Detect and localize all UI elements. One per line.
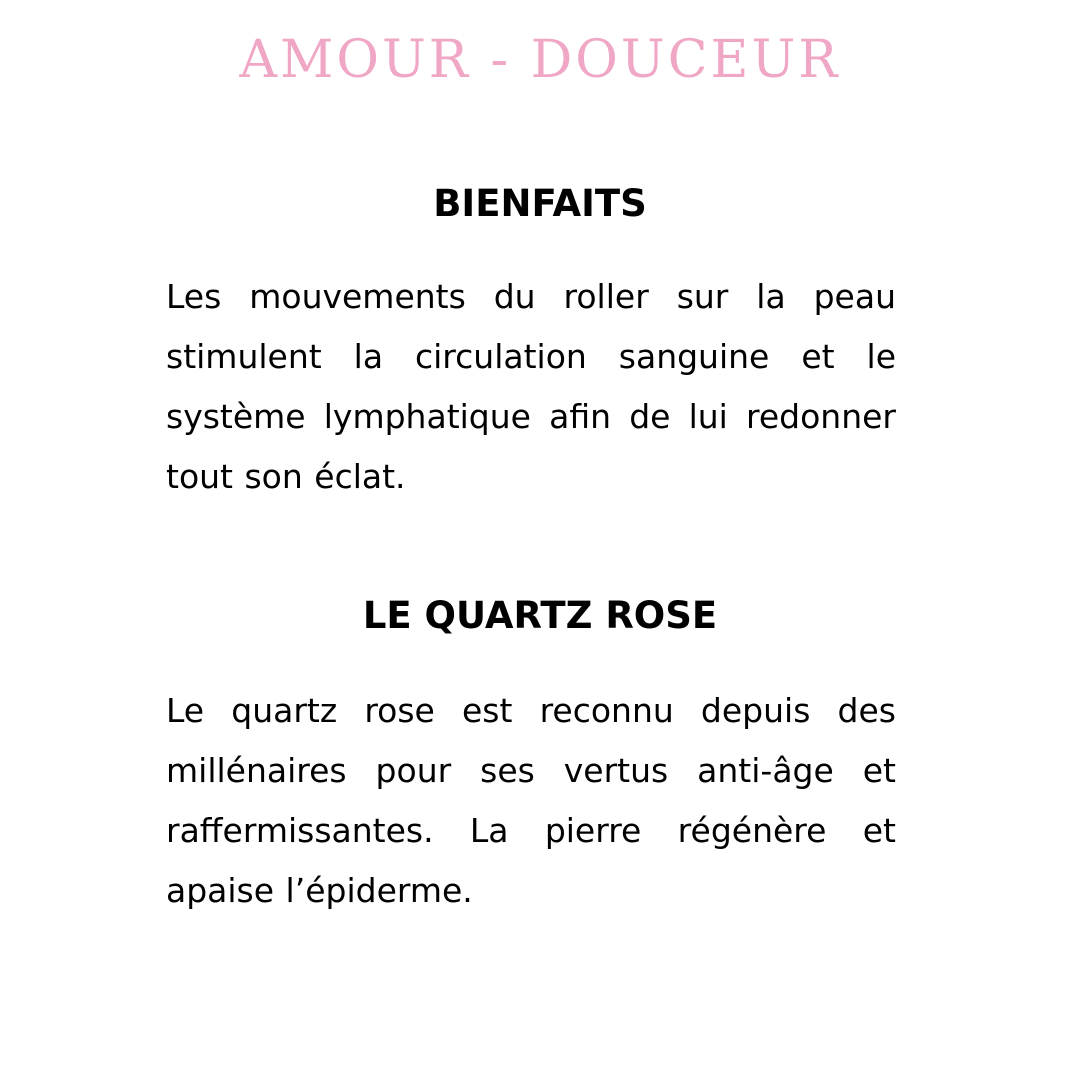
section-body-benefits: Les mouvements du roller sur la peau stimulent la circulation sanguine et le système lymphatique afin de lui redonner tout son éclat.	[166, 277, 896, 496]
section-heading-benefits: BIENFAITS	[433, 182, 647, 225]
section-heading-rose-quartz: LE QUARTZ ROSE	[362, 594, 718, 637]
page-title: AMOUR - DOUCEUR	[239, 30, 841, 90]
section-body-rose-quartz: Le quartz rose est reconnu depuis des millénaires pour ses vertus anti-âge et raffermissantes. La pierre régénère et apaise l’épiderme.	[166, 691, 896, 910]
